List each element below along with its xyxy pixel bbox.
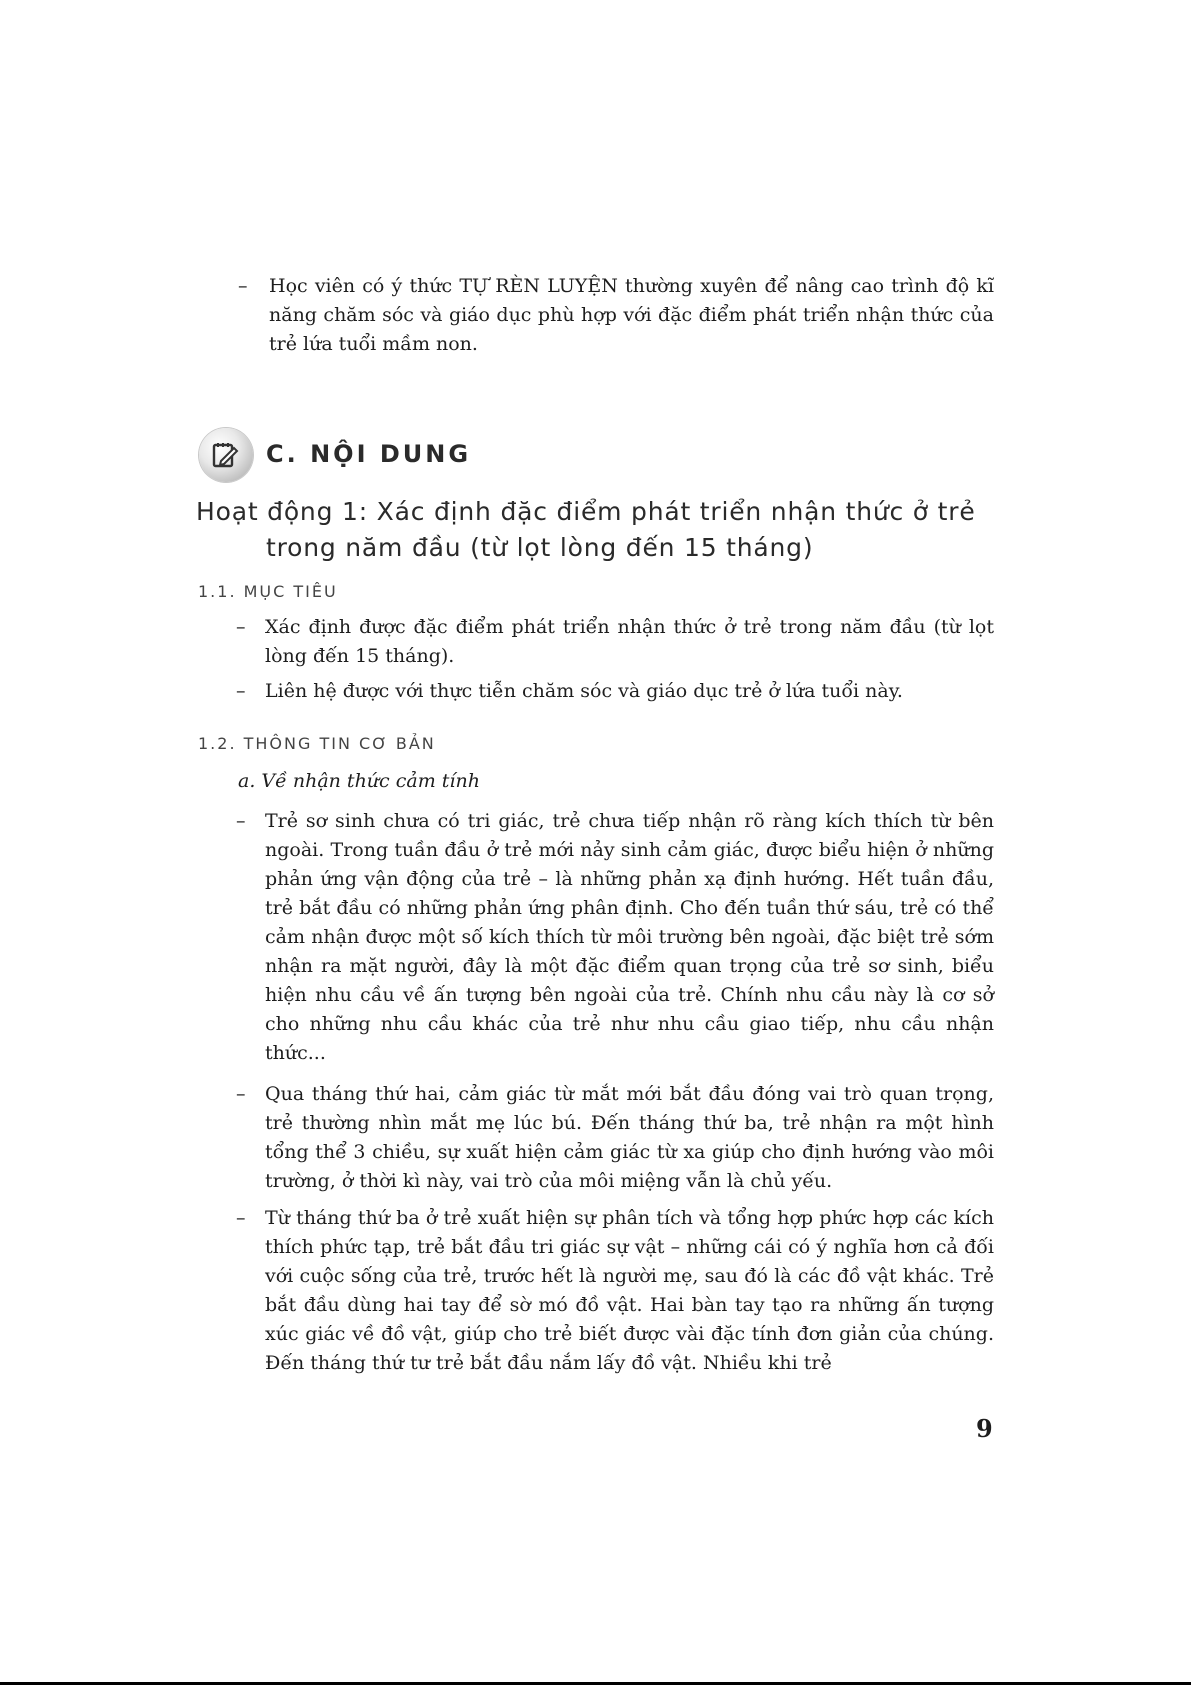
bullet-dash: – <box>236 680 246 702</box>
objective-item-text: Xác định được đặc điểm phát triển nhận thức ở trẻ trong năm đầu (từ lọt lòng đến 15 tháng). <box>265 616 994 667</box>
bullet-dash: – <box>236 616 246 638</box>
page-number: 9 <box>976 1414 993 1443</box>
bullet-dash: – <box>236 810 246 832</box>
objective-item <box>236 677 994 706</box>
objectives-heading: 1.1. MỤC TIÊU <box>198 582 338 601</box>
info-paragraph-text: Qua tháng thứ hai, cảm giác từ mắt mới bắt đầu đóng vai trò quan trọng, trẻ thường nhìn mắt mẹ lúc bú. Đến tháng thứ ba, trẻ nhận ra một hình tổng thể 3 chiều, sự xuất hiện cảm giác từ xa giúp cho định hướng vào môi trường, ở thời kì này, vai trò của môi miệng vẫn là chủ yếu. <box>265 1083 994 1192</box>
activity-title-line2: trong năm đầu (từ lọt lòng đến 15 tháng) <box>266 533 814 562</box>
basic-info-heading: 1.2. THÔNG TIN CƠ BẢN <box>198 734 436 753</box>
note-pencil-icon <box>199 428 253 482</box>
objective-item <box>236 613 994 671</box>
bullet-dash: – <box>238 275 248 297</box>
basic-info-subheading: a. Về nhận thức cảm tính <box>238 770 480 792</box>
bullet-dash: – <box>236 1083 246 1105</box>
activity-title-line1: Hoạt động 1: Xác định đặc điểm phát triển nhận thức ở trẻ <box>196 497 976 526</box>
info-paragraph <box>236 1204 994 1378</box>
info-paragraph <box>236 807 994 1068</box>
info-paragraph <box>236 1080 994 1196</box>
intro-bullet-text: Học viên có ý thức TỰ RÈN LUYỆN thường xuyên để nâng cao trình độ kĩ năng chăm sóc và giáo dục phù hợp với đặc điểm phát triển nhận thức của trẻ lứa tuổi mầm non. <box>269 275 994 355</box>
bullet-dash: – <box>236 1207 246 1229</box>
activity-title <box>196 494 1016 566</box>
intro-bullet <box>238 272 994 359</box>
info-paragraph-text: Từ tháng thứ ba ở trẻ xuất hiện sự phân tích và tổng hợp phức hợp các kích thích phức tạp, trẻ bắt đầu tri giác sự vật – những cái có ý nghĩa hơn cả đối với cuộc sống của trẻ, trước hết là người mẹ, sau đó là các đồ vật khác. Trẻ bắt đầu dùng hai tay để sờ mó đồ vật. Hai bàn tay tạo ra những ấn tượng xúc giác về đồ vật, giúp cho trẻ biết được vài đặc tính đơn giản của chúng. Đến tháng thứ tư trẻ bắt đầu nắm lấy đồ vật. Nhiều khi trẻ <box>265 1207 994 1374</box>
info-paragraph-text: Trẻ sơ sinh chưa có tri giác, trẻ chưa tiếp nhận rõ ràng kích thích từ bên ngoài. Trong tuần đầu ở trẻ mới nảy sinh cảm giác, được biểu hiện ở những phản ứng vận động của trẻ – là những phản xạ định hướng. Hết tuần đầu, trẻ bắt đầu có những phản ứng phân định. Cho đến tuần thứ sáu, trẻ có thể cảm nhận được một số kích thích từ môi trường bên ngoài, đặc biệt trẻ sớm nhận ra mặt người, đây là một đặc điểm quan trọng của trẻ sơ sinh, biểu hiện nhu cầu về ấn tượng bên ngoài của trẻ. Chính nhu cầu này là cơ sở cho những nhu cầu khác của trẻ như nhu cầu giao tiếp, nhu cầu nhận thức... <box>265 810 994 1064</box>
objective-item-text: Liên hệ được với thực tiễn chăm sóc và giáo dục trẻ ở lứa tuổi này. <box>265 680 903 702</box>
section-title: C. NỘI DUNG <box>266 440 472 468</box>
